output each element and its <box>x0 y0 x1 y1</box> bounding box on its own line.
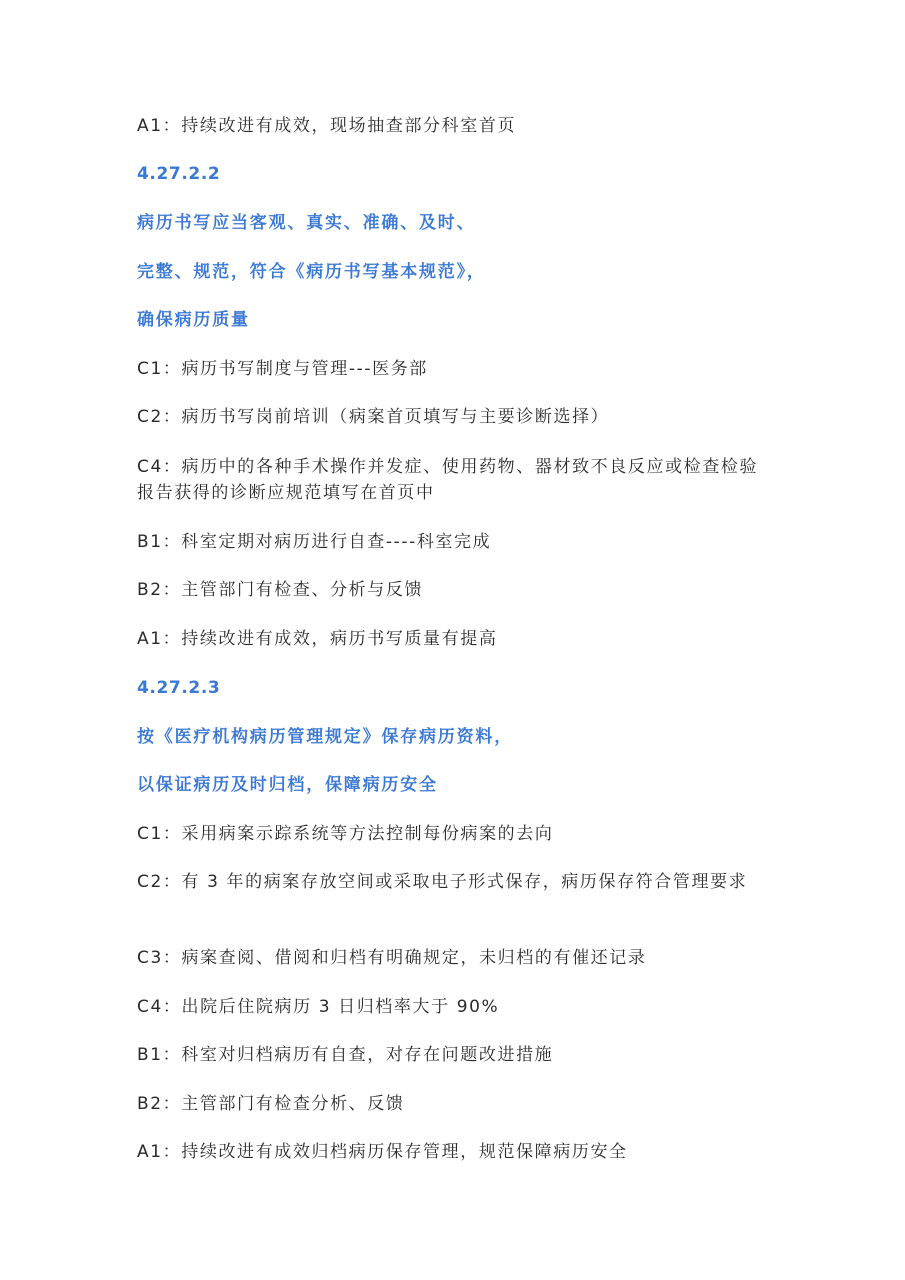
section-number-4-27-2-2: 4.27.2.2 <box>137 164 221 184</box>
criterion-a1-line: A1：持续改进有成效，病历书写质量有提高 <box>137 629 498 649</box>
criterion-b1-line: B1：科室对归档病历有自查，对存在问题改进措施 <box>137 1045 554 1065</box>
criterion-c2-paragraph: C2：有 3 年的病案存放空间或采取电子形式保存，病历保存符合管理要求 <box>137 872 748 892</box>
criterion-a1-line: A1：持续改进有成效，现场抽查部分科室首页 <box>137 116 517 136</box>
section-title-line: 病历书写应当客观、真实、准确、及时、 <box>137 213 476 233</box>
criterion-c4-line: C4：出院后住院病历 3 日归档率大于 90% <box>137 997 500 1017</box>
section-title-line: 完整、规范，符合《病历书写基本规范》， <box>137 262 486 282</box>
criterion-b2-line: B2：主管部门有检查、分析与反馈 <box>137 580 424 600</box>
section-title-line: 以保证病历及时归档，保障病历安全 <box>137 775 438 795</box>
criterion-c1-line: C1：病历书写制度与管理---医务部 <box>137 359 428 379</box>
section-title-line: 按《医疗机构病历管理规定》保存病历资料， <box>137 727 513 747</box>
section-number-4-27-2-3: 4.27.2.3 <box>137 678 221 698</box>
criterion-c2-line: C2：病历书写岗前培训（病案首页填写与主要诊断选择） <box>137 407 610 427</box>
criterion-b2-line: B2：主管部门有检查分析、反馈 <box>137 1094 405 1114</box>
section-title-line: 确保病历质量 <box>137 310 250 330</box>
criterion-c1-line: C1：采用病案示踪系统等方法控制每份病案的去向 <box>137 824 554 844</box>
criterion-c3-line: C3：病案查阅、借阅和归档有明确规定，未归档的有催还记录 <box>137 948 647 968</box>
criterion-b1-line: B1：科室定期对病历进行自查----科室完成 <box>137 532 492 552</box>
criterion-c4-paragraph: C4：病历中的各种手术操作并发症、使用药物、器材致不良反应或检查检验报告获得的诊断应规范填写在首页中 <box>137 457 759 503</box>
criterion-a1-line: A1：持续改进有成效归档病历保存管理，规范保障病历安全 <box>137 1142 628 1162</box>
